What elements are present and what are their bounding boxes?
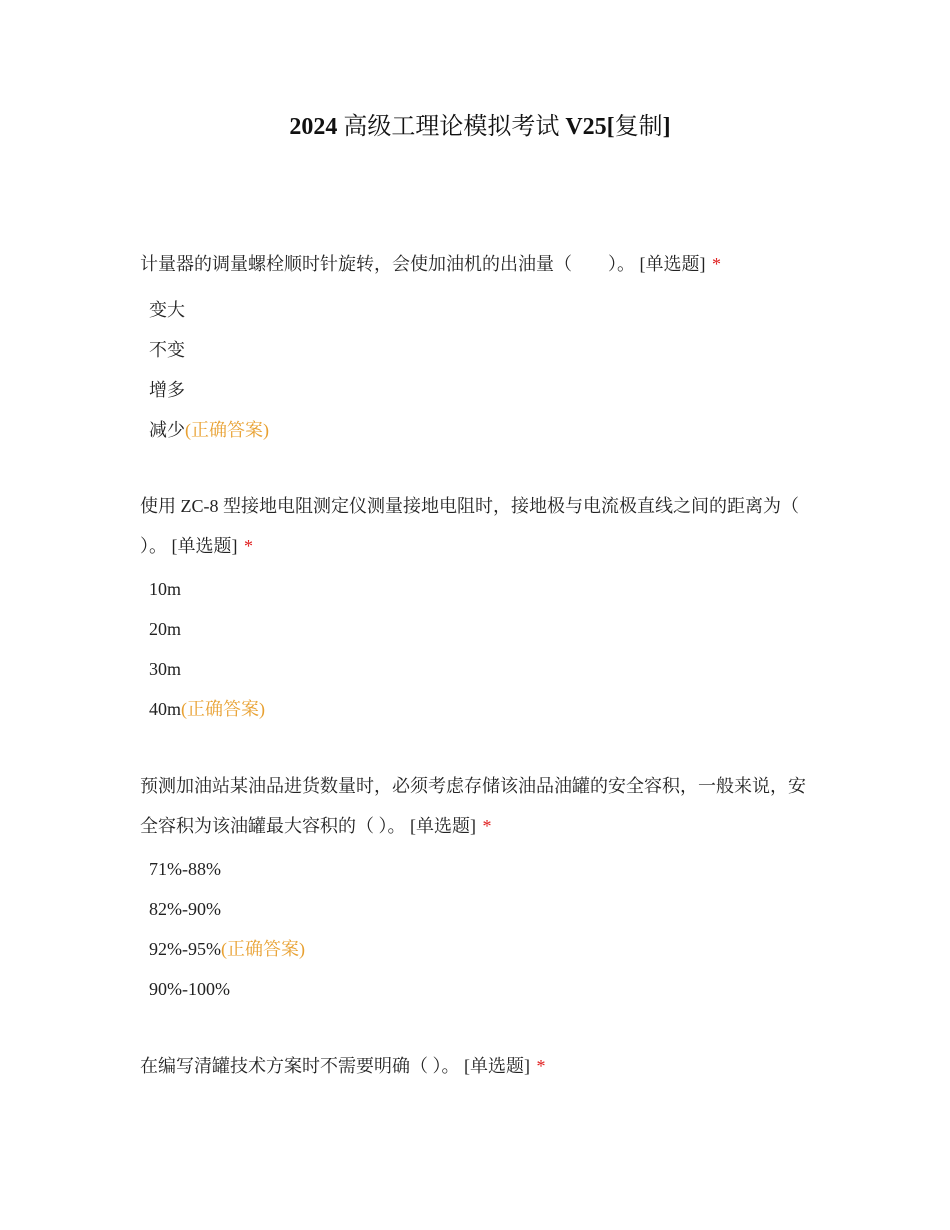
option	[149, 370, 749, 410]
question-1-options	[149, 290, 749, 450]
question-text: 在编写清罐技术方案时不需要明确（ ）。	[140, 1056, 460, 1076]
option	[149, 889, 749, 929]
option-label: 变大	[149, 300, 185, 320]
required-mark: *	[482, 816, 492, 836]
question-4	[140, 1046, 810, 1086]
required-mark: *	[536, 1056, 546, 1076]
option	[149, 609, 749, 649]
option-correct	[149, 689, 749, 729]
option-label: 减少	[149, 420, 185, 440]
page-title	[0, 110, 950, 144]
question-2-options	[149, 569, 749, 729]
correct-answer-mark: (正确答案)	[181, 699, 266, 719]
option	[149, 330, 749, 370]
option-label: 不变	[149, 340, 185, 360]
question-2	[140, 486, 810, 566]
option-label: 30m	[149, 659, 182, 679]
option	[149, 569, 749, 609]
required-mark: *	[244, 536, 253, 556]
correct-answer-mark: (正确答案)	[185, 420, 269, 440]
question-type: [单选题]	[639, 254, 706, 274]
option	[149, 849, 749, 889]
option-correct	[149, 410, 749, 450]
title-year: 2024	[289, 114, 338, 140]
question-3	[140, 766, 810, 846]
question-1	[140, 244, 810, 284]
option	[149, 290, 749, 330]
question-text: 使用 ZC-8 型接地电阻测定仪测量接地电阻时，接地极与电流极直线之间的距离为（ ）。	[140, 496, 799, 556]
title-text: 高级工理论模拟考试	[343, 114, 560, 140]
question-type: [单选题]	[464, 1056, 530, 1076]
option-label: 40m	[149, 699, 182, 719]
option-label: 20m	[149, 619, 182, 639]
option-label: 90%-100%	[149, 979, 230, 999]
option-label: 92%-95%	[149, 939, 221, 959]
option-label: 10m	[149, 579, 182, 599]
question-type: [单选题]	[410, 816, 476, 836]
question-text: 计量器的调量螺栓顺时针旋转，会使加油机的出油量（ ）。	[140, 254, 635, 274]
title-copy-label: 复制	[614, 114, 663, 140]
question-type: [单选题]	[171, 536, 238, 556]
correct-answer-mark: (正确答案)	[220, 939, 305, 959]
option-correct	[149, 929, 749, 969]
title-version: V25[	[565, 114, 615, 140]
required-mark: *	[712, 254, 721, 274]
option	[149, 969, 749, 1009]
option-label: 增多	[149, 380, 185, 400]
title-bracket: ]	[662, 114, 671, 140]
question-text: 预测加油站某油品进货数量时，必须考虑存储该油品油罐的安全容积，一般来说，安全容积为该油罐最大容积的（ ）。	[140, 776, 806, 836]
option-label: 71%-88%	[149, 859, 221, 879]
option	[149, 649, 749, 689]
option-label: 82%-90%	[149, 899, 221, 919]
question-3-options	[149, 849, 749, 1009]
